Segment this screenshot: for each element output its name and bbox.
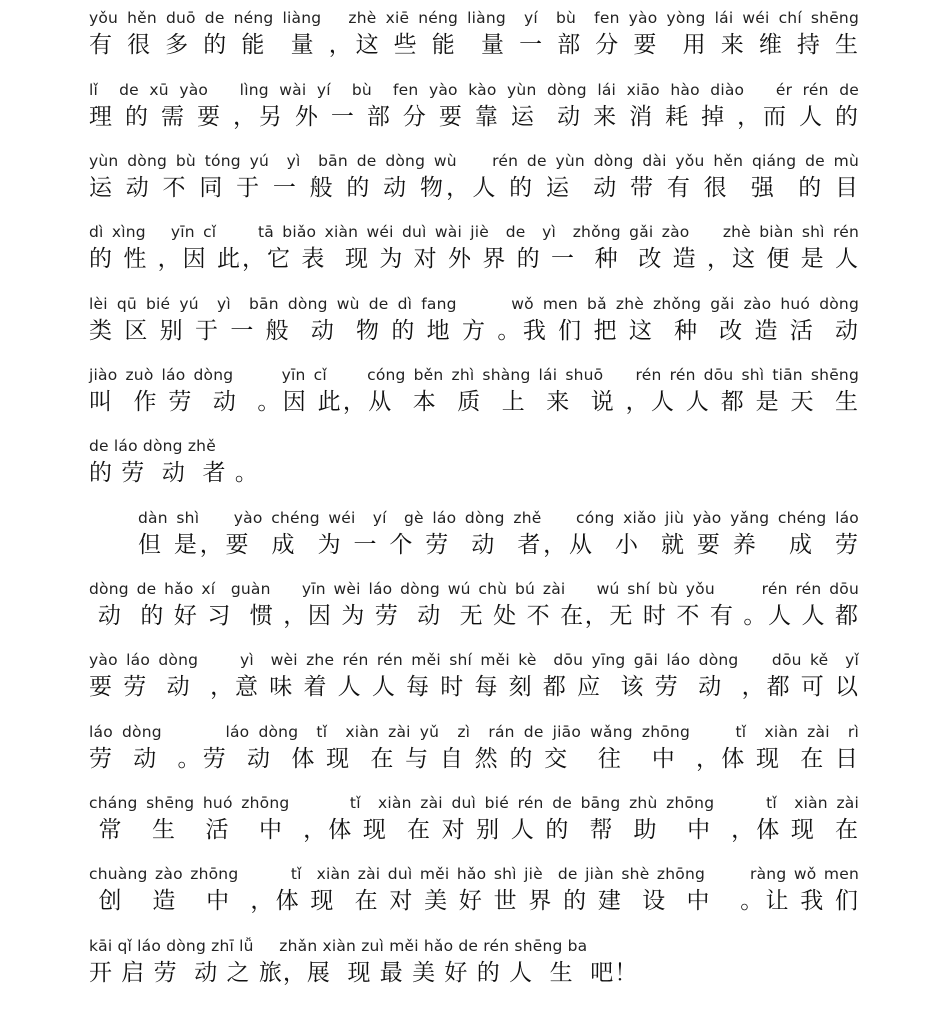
text-line-4	[89, 222, 859, 274]
text-line-13	[89, 864, 859, 916]
hanzi-line: 要 劳 动 ，意 味 着 人 人 每 时 每 刻 都 应 该 劳 动 ，都 可 以	[89, 674, 859, 700]
hanzi-line: 有 很 多 的 能 量 ，这 些 能 量 一 部 分 要 用 来 维 持 生	[89, 32, 859, 58]
text-line-9	[89, 579, 859, 631]
hanzi-line: 但 是，要 成 为 一 个 劳 动 者，从 小 就 要 养 成 劳	[138, 532, 859, 558]
pinyin-line: yào láo dòng yì wèi zhe rén rén měi shí měi kè dōu yīng gāi láo dòng dōu kě yǐ	[89, 651, 859, 669]
hanzi-line: 劳 动 。劳 动 体 现 在 与 自 然 的 交 往 中 ，体 现 在 日	[89, 746, 859, 772]
pinyin-line: dàn shì yào chéng wéi yí gè láo dòng zhě cóng xiǎo jiù yào yǎng chéng láo	[138, 509, 859, 527]
pinyin-line: lǐ de xū yào lìng wài yí bù fen yào kào yùn dòng lái xiāo hào diào ér rén de	[89, 81, 859, 99]
pinyin-line: cháng shēng huó zhōng tǐ xiàn zài duì bié rén de bāng zhù zhōng tǐ xiàn zài	[89, 794, 859, 812]
pinyin-line: de láo dòng zhě	[89, 437, 216, 455]
text-line-5	[89, 294, 859, 346]
hanzi-line: 叫 作 劳 动 。因 此，从 本 质 上 来 说 ，人 人 都 是 天 生	[89, 389, 859, 415]
hanzi-line: 的 劳 动 者 。	[89, 460, 259, 486]
pinyin-line: kāi qǐ láo dòng zhī lǚ zhǎn xiàn zuì měi hǎo de rén shēng ba	[89, 937, 588, 955]
pinyin-line: yǒu hěn duō de néng liàng zhè xiē néng liàng yí bù fen yào yòng lái wéi chí shēng	[89, 9, 859, 27]
hanzi-line: 创 造 中 ，体 现 在 对 美 好 世 界 的 建 设 中 。让 我 们	[89, 888, 859, 914]
hanzi-line: 的 性 ，因 此，它 表 现 为 对 外 界 的 一 种 改 造 ，这 便 是 人	[89, 246, 859, 272]
text-line-1	[89, 8, 859, 60]
hanzi-line: 理 的 需 要 ，另 外 一 部 分 要 靠 运 动 来 消 耗 掉 ，而 人 的	[89, 104, 859, 130]
hanzi-line: 常 生 活 中 ，体 现 在 对 别 人 的 帮 助 中 ，体 现 在	[89, 817, 859, 843]
text-line-14	[89, 936, 859, 988]
hanzi-line: 类 区 别 于 一 般 动 物 的 地 方 。我 们 把 这 种 改 造 活 动	[89, 318, 859, 344]
text-line-11	[89, 722, 859, 774]
pinyin-line: dì xìng yīn cǐ tā biǎo xiàn wéi duì wài jiè de yì zhǒng gǎi zào zhè biàn shì rén	[89, 223, 859, 241]
pinyin-line: jiào zuò láo dòng yīn cǐ cóng běn zhì shàng lái shuō rén rén dōu shì tiān shēng	[89, 366, 859, 384]
hanzi-line: 动 的 好 习 惯 ，因 为 劳 动 无 处 不 在，无 时 不 有 。人 人 都	[89, 603, 859, 629]
text-line-3	[89, 151, 859, 203]
hanzi-line: 开 启 劳 动 之 旅，展 现 最 美 好 的 人 生 吧！	[89, 960, 639, 986]
text-line-2	[89, 80, 859, 132]
text-line-7	[89, 436, 859, 488]
pinyin-line: chuàng zào zhōng tǐ xiàn zài duì měi hǎo shì jiè de jiàn shè zhōng ràng wǒ men	[89, 865, 859, 883]
pinyin-line: dòng de hǎo xí guàn yīn wèi láo dòng wú chù bú zài wú shí bù yǒu rén rén dōu	[89, 580, 859, 598]
pinyin-line: lèi qū bié yú yì bān dòng wù de dì fang wǒ men bǎ zhè zhǒng gǎi zào huó dòng	[89, 295, 859, 313]
pinyin-line: láo dòng láo dòng tǐ xiàn zài yǔ zì rán de jiāo wǎng zhōng tǐ xiàn zài rì	[89, 723, 859, 741]
text-line-10	[89, 650, 859, 702]
hanzi-line: 运 动 不 同 于 一 般 的 动 物，人 的 运 动 带 有 很 强 的 目	[89, 175, 859, 201]
pinyin-line: yùn dòng bù tóng yú yì bān de dòng wù rén de yùn dòng dài yǒu hěn qiáng de mù	[89, 152, 859, 170]
text-line-8	[138, 508, 859, 560]
text-line-12	[89, 793, 859, 845]
text-line-6	[89, 365, 859, 417]
